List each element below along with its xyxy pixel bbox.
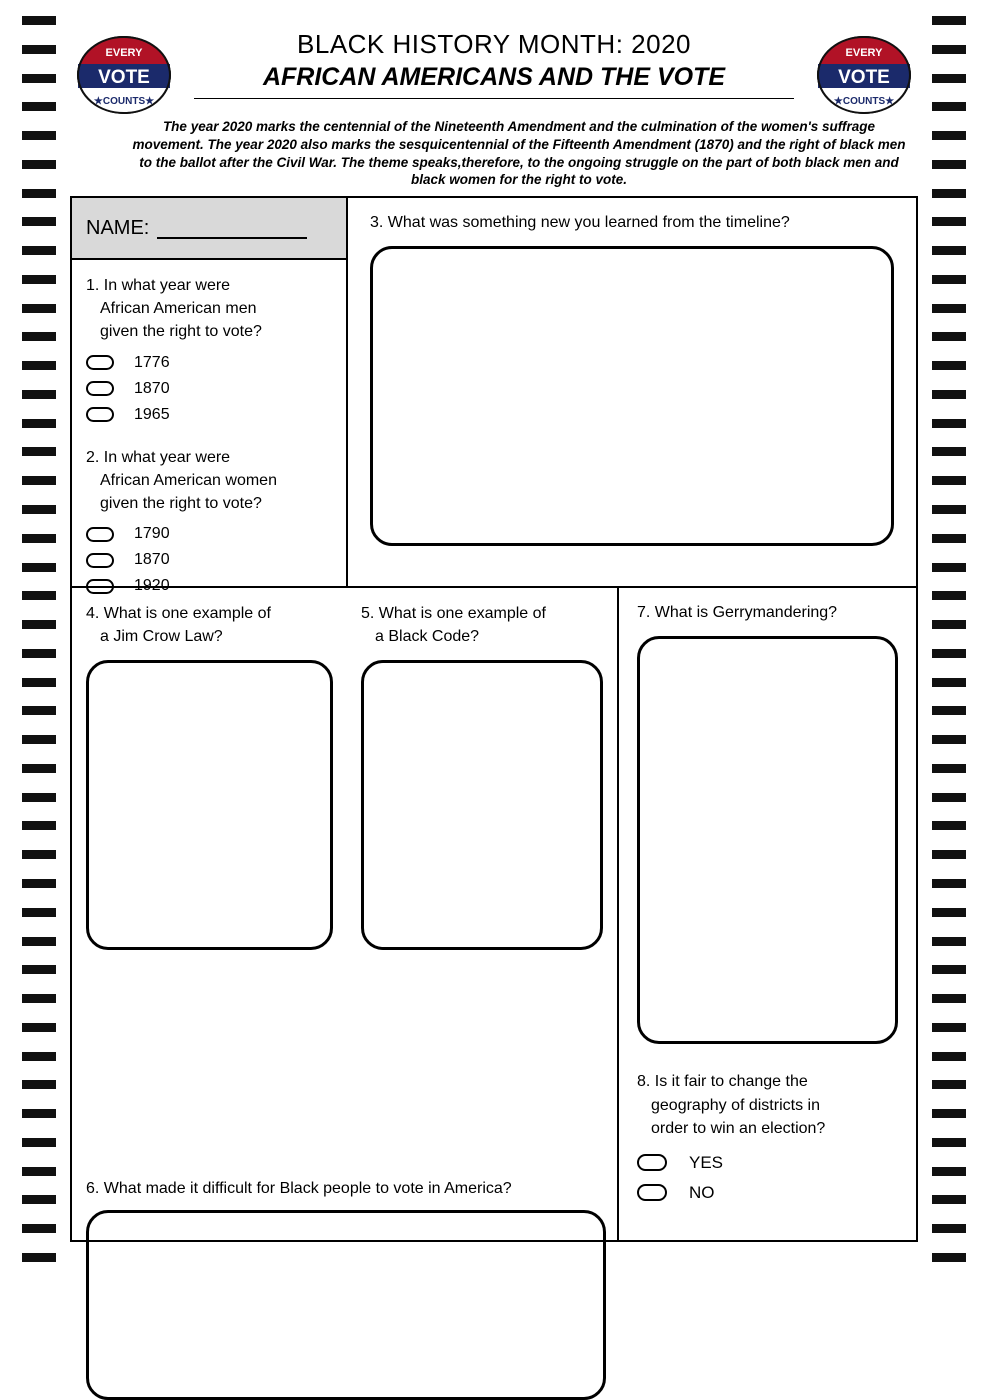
- dash-mark: [932, 447, 966, 456]
- svg-text:EVERY: EVERY: [105, 47, 143, 59]
- every-vote-counts-badge-right: [816, 34, 912, 116]
- dash-mark: [22, 879, 56, 888]
- question-6-prompt: 6. What made it difficult for Black people to vote in America?: [86, 1180, 512, 1197]
- name-input[interactable]: [157, 217, 307, 239]
- question-1-text: [86, 274, 334, 344]
- dash-mark: [932, 1080, 966, 1089]
- dash-mark: [22, 1167, 56, 1176]
- option-row[interactable]: [86, 402, 334, 428]
- every-vote-counts-badge-left: [76, 34, 172, 116]
- question-2-line2: African American women: [100, 471, 277, 489]
- option-label: 1790: [134, 525, 170, 543]
- question-6: [86, 1178, 616, 1400]
- question-8-line1: 8. Is it fair to change the: [637, 1073, 808, 1091]
- dash-mark: [22, 793, 56, 802]
- question-4-line2: a Jim Crow Law?: [100, 628, 223, 646]
- dash-mark: [932, 275, 966, 284]
- dash-mark: [932, 706, 966, 715]
- dash-mark: [22, 419, 56, 428]
- dash-mark: [932, 620, 966, 629]
- dash-mark: [22, 1109, 56, 1118]
- dash-mark: [932, 821, 966, 830]
- question-8-options: [637, 1148, 898, 1208]
- dash-mark: [22, 1253, 56, 1262]
- dash-mark: [22, 1138, 56, 1147]
- svg-text:EVERY: EVERY: [845, 47, 883, 59]
- dash-mark: [932, 735, 966, 744]
- dash-mark: [22, 505, 56, 514]
- dash-mark: [22, 591, 56, 600]
- dash-mark: [22, 447, 56, 456]
- option-row[interactable]: [86, 547, 334, 573]
- right-filmstrip-border: [932, 16, 966, 1262]
- dash-mark: [22, 1195, 56, 1204]
- dash-mark: [932, 764, 966, 773]
- theme-description: The year 2020 marks the centennial of the Nineteenth Amendment and the culmination of the women's suffrage movement. The year 2020 also marks the sesquicentennial of the Fifteenth Amendment (1870) and the right of black men to the ballot after the Civil War. The theme speaks,therefore, to the ongoing struggle on the part of both black men and black women for the right to vote.: [132, 119, 906, 188]
- question-8: [637, 1070, 898, 1208]
- dash-mark: [932, 563, 966, 572]
- dash-mark: [22, 361, 56, 370]
- option-row[interactable]: [86, 376, 334, 402]
- dash-mark: [22, 189, 56, 198]
- option-row[interactable]: [637, 1178, 898, 1208]
- dash-mark: [22, 476, 56, 485]
- dash-mark: [22, 45, 56, 54]
- dash-mark: [932, 505, 966, 514]
- dash-mark: [932, 678, 966, 687]
- dash-mark: [932, 591, 966, 600]
- question-3: [348, 198, 916, 588]
- question-7-prompt: 7. What is Gerrymandering?: [637, 604, 838, 621]
- question-8-text: [637, 1070, 898, 1140]
- dash-mark: [932, 937, 966, 946]
- question-1-line1: 1. In what year were: [86, 277, 231, 294]
- dash-mark: [22, 74, 56, 83]
- dash-mark: [22, 304, 56, 313]
- dash-mark: [932, 1138, 966, 1147]
- question-3-answer-box[interactable]: [370, 246, 894, 546]
- dash-mark: [932, 793, 966, 802]
- dash-mark: [22, 102, 56, 111]
- option-label: 1776: [134, 353, 170, 371]
- question-1-options: [86, 350, 334, 428]
- dash-mark: [932, 1052, 966, 1061]
- bubble-icon[interactable]: [86, 527, 114, 542]
- dash-mark: [932, 390, 966, 399]
- dash-mark: [22, 1023, 56, 1032]
- question-1: [72, 260, 346, 428]
- dash-mark: [22, 131, 56, 140]
- dash-mark: [22, 275, 56, 284]
- question-2-line3: given the right to vote?: [100, 494, 262, 512]
- dash-mark: [932, 994, 966, 1003]
- question-4-text: [86, 602, 333, 648]
- title-divider: [194, 98, 794, 99]
- question-5: [347, 588, 617, 950]
- left-column: [72, 198, 348, 595]
- question-2-line1: 2. In what year were: [86, 448, 231, 466]
- dash-mark: [932, 850, 966, 859]
- question-4-line1: 4. What is one example of: [86, 605, 271, 622]
- question-8-line2: geography of districts in: [651, 1096, 820, 1114]
- top-section: [72, 198, 916, 595]
- name-field-row[interactable]: [72, 198, 346, 260]
- dash-mark: [22, 850, 56, 859]
- dash-mark: [932, 45, 966, 54]
- question-3-prompt: 3. What was something new you learned from the timeline?: [370, 214, 790, 231]
- option-row[interactable]: [86, 350, 334, 376]
- dash-mark: [22, 937, 56, 946]
- dash-mark: [22, 160, 56, 169]
- bubble-icon[interactable]: [86, 355, 114, 370]
- dash-mark: [22, 1224, 56, 1233]
- svg-text:VOTE: VOTE: [98, 67, 150, 88]
- option-label: 1965: [134, 405, 170, 423]
- question-8-line3: order to win an election?: [651, 1119, 826, 1137]
- option-label: YES: [689, 1152, 724, 1172]
- dash-mark: [932, 1195, 966, 1204]
- question-7: [637, 602, 898, 1044]
- question-1-line2: African American men: [100, 300, 257, 318]
- question-5-answer-box[interactable]: [361, 660, 603, 950]
- dash-mark: [932, 189, 966, 198]
- dash-mark: [22, 706, 56, 715]
- name-label: NAME:: [86, 216, 150, 239]
- bubble-icon[interactable]: [86, 407, 114, 422]
- bubble-icon[interactable]: [86, 381, 114, 396]
- dash-mark: [932, 16, 966, 25]
- dash-mark: [22, 1080, 56, 1089]
- question-2-text: [86, 446, 334, 516]
- dash-mark: [932, 534, 966, 543]
- dash-mark: [22, 678, 56, 687]
- dash-mark: [932, 131, 966, 140]
- bubble-icon[interactable]: [637, 1184, 667, 1201]
- dash-mark: [22, 563, 56, 572]
- dash-mark: [932, 246, 966, 255]
- question-5-line2: a Black Code?: [375, 628, 480, 646]
- dash-mark: [22, 534, 56, 543]
- svg-text:VOTE: VOTE: [838, 67, 890, 88]
- dash-mark: [22, 908, 56, 917]
- right-column: [617, 588, 916, 1240]
- dash-mark: [22, 1052, 56, 1061]
- option-label: 1870: [134, 379, 170, 397]
- dash-mark: [932, 332, 966, 341]
- dash-mark: [22, 332, 56, 341]
- dash-mark: [932, 879, 966, 888]
- dash-mark: [932, 304, 966, 313]
- dash-mark: [22, 217, 56, 226]
- option-label: NO: [689, 1182, 715, 1202]
- title-block: [190, 30, 798, 99]
- dash-mark: [22, 965, 56, 974]
- dash-mark: [22, 764, 56, 773]
- dash-mark: [22, 735, 56, 744]
- dash-mark: [932, 965, 966, 974]
- option-row[interactable]: [637, 1148, 898, 1178]
- dash-mark: [932, 361, 966, 370]
- dash-mark: [932, 1167, 966, 1176]
- question-4: [72, 588, 347, 950]
- dash-mark: [22, 16, 56, 25]
- dash-mark: [22, 620, 56, 629]
- svg-text:★COUNTS★: ★COUNTS★: [833, 96, 895, 107]
- dash-mark: [932, 102, 966, 111]
- dash-mark: [22, 649, 56, 658]
- bubble-icon[interactable]: [637, 1154, 667, 1171]
- question-5-text: [361, 602, 603, 648]
- dash-mark: [932, 1253, 966, 1262]
- question-7-answer-box[interactable]: [637, 636, 898, 1044]
- page-title: BLACK HISTORY MONTH: 2020: [297, 29, 691, 59]
- question-4-column: [72, 588, 347, 1240]
- svg-text:★COUNTS★: ★COUNTS★: [93, 96, 155, 107]
- dash-mark: [22, 821, 56, 830]
- dash-mark: [932, 74, 966, 83]
- dash-mark: [932, 1023, 966, 1032]
- bubble-icon[interactable]: [86, 553, 114, 568]
- option-row[interactable]: [86, 521, 334, 547]
- dash-mark: [932, 419, 966, 428]
- dash-mark: [932, 1109, 966, 1118]
- dash-mark: [932, 217, 966, 226]
- question-1-line3: given the right to vote?: [100, 323, 262, 341]
- question-5-line1: 5. What is one example of: [361, 605, 546, 622]
- option-label: 1870: [134, 551, 170, 569]
- dash-mark: [22, 994, 56, 1003]
- question-5-column: [347, 588, 617, 1240]
- dash-mark: [932, 1224, 966, 1233]
- dash-mark: [932, 649, 966, 658]
- page-header: [70, 22, 918, 192]
- dash-mark: [932, 476, 966, 485]
- question-6-answer-box[interactable]: [86, 1210, 606, 1400]
- worksheet-frame: [70, 196, 918, 1242]
- left-filmstrip-border: [22, 16, 56, 1262]
- question-2: [72, 428, 346, 600]
- dash-mark: [932, 908, 966, 917]
- option-label: 1920: [134, 577, 170, 595]
- question-4-answer-box[interactable]: [86, 660, 333, 950]
- page-subtitle: AFRICAN AMERICANS AND THE VOTE: [262, 62, 726, 91]
- dash-mark: [22, 246, 56, 255]
- bottom-section: [72, 588, 916, 1240]
- dash-mark: [22, 390, 56, 399]
- dash-mark: [932, 160, 966, 169]
